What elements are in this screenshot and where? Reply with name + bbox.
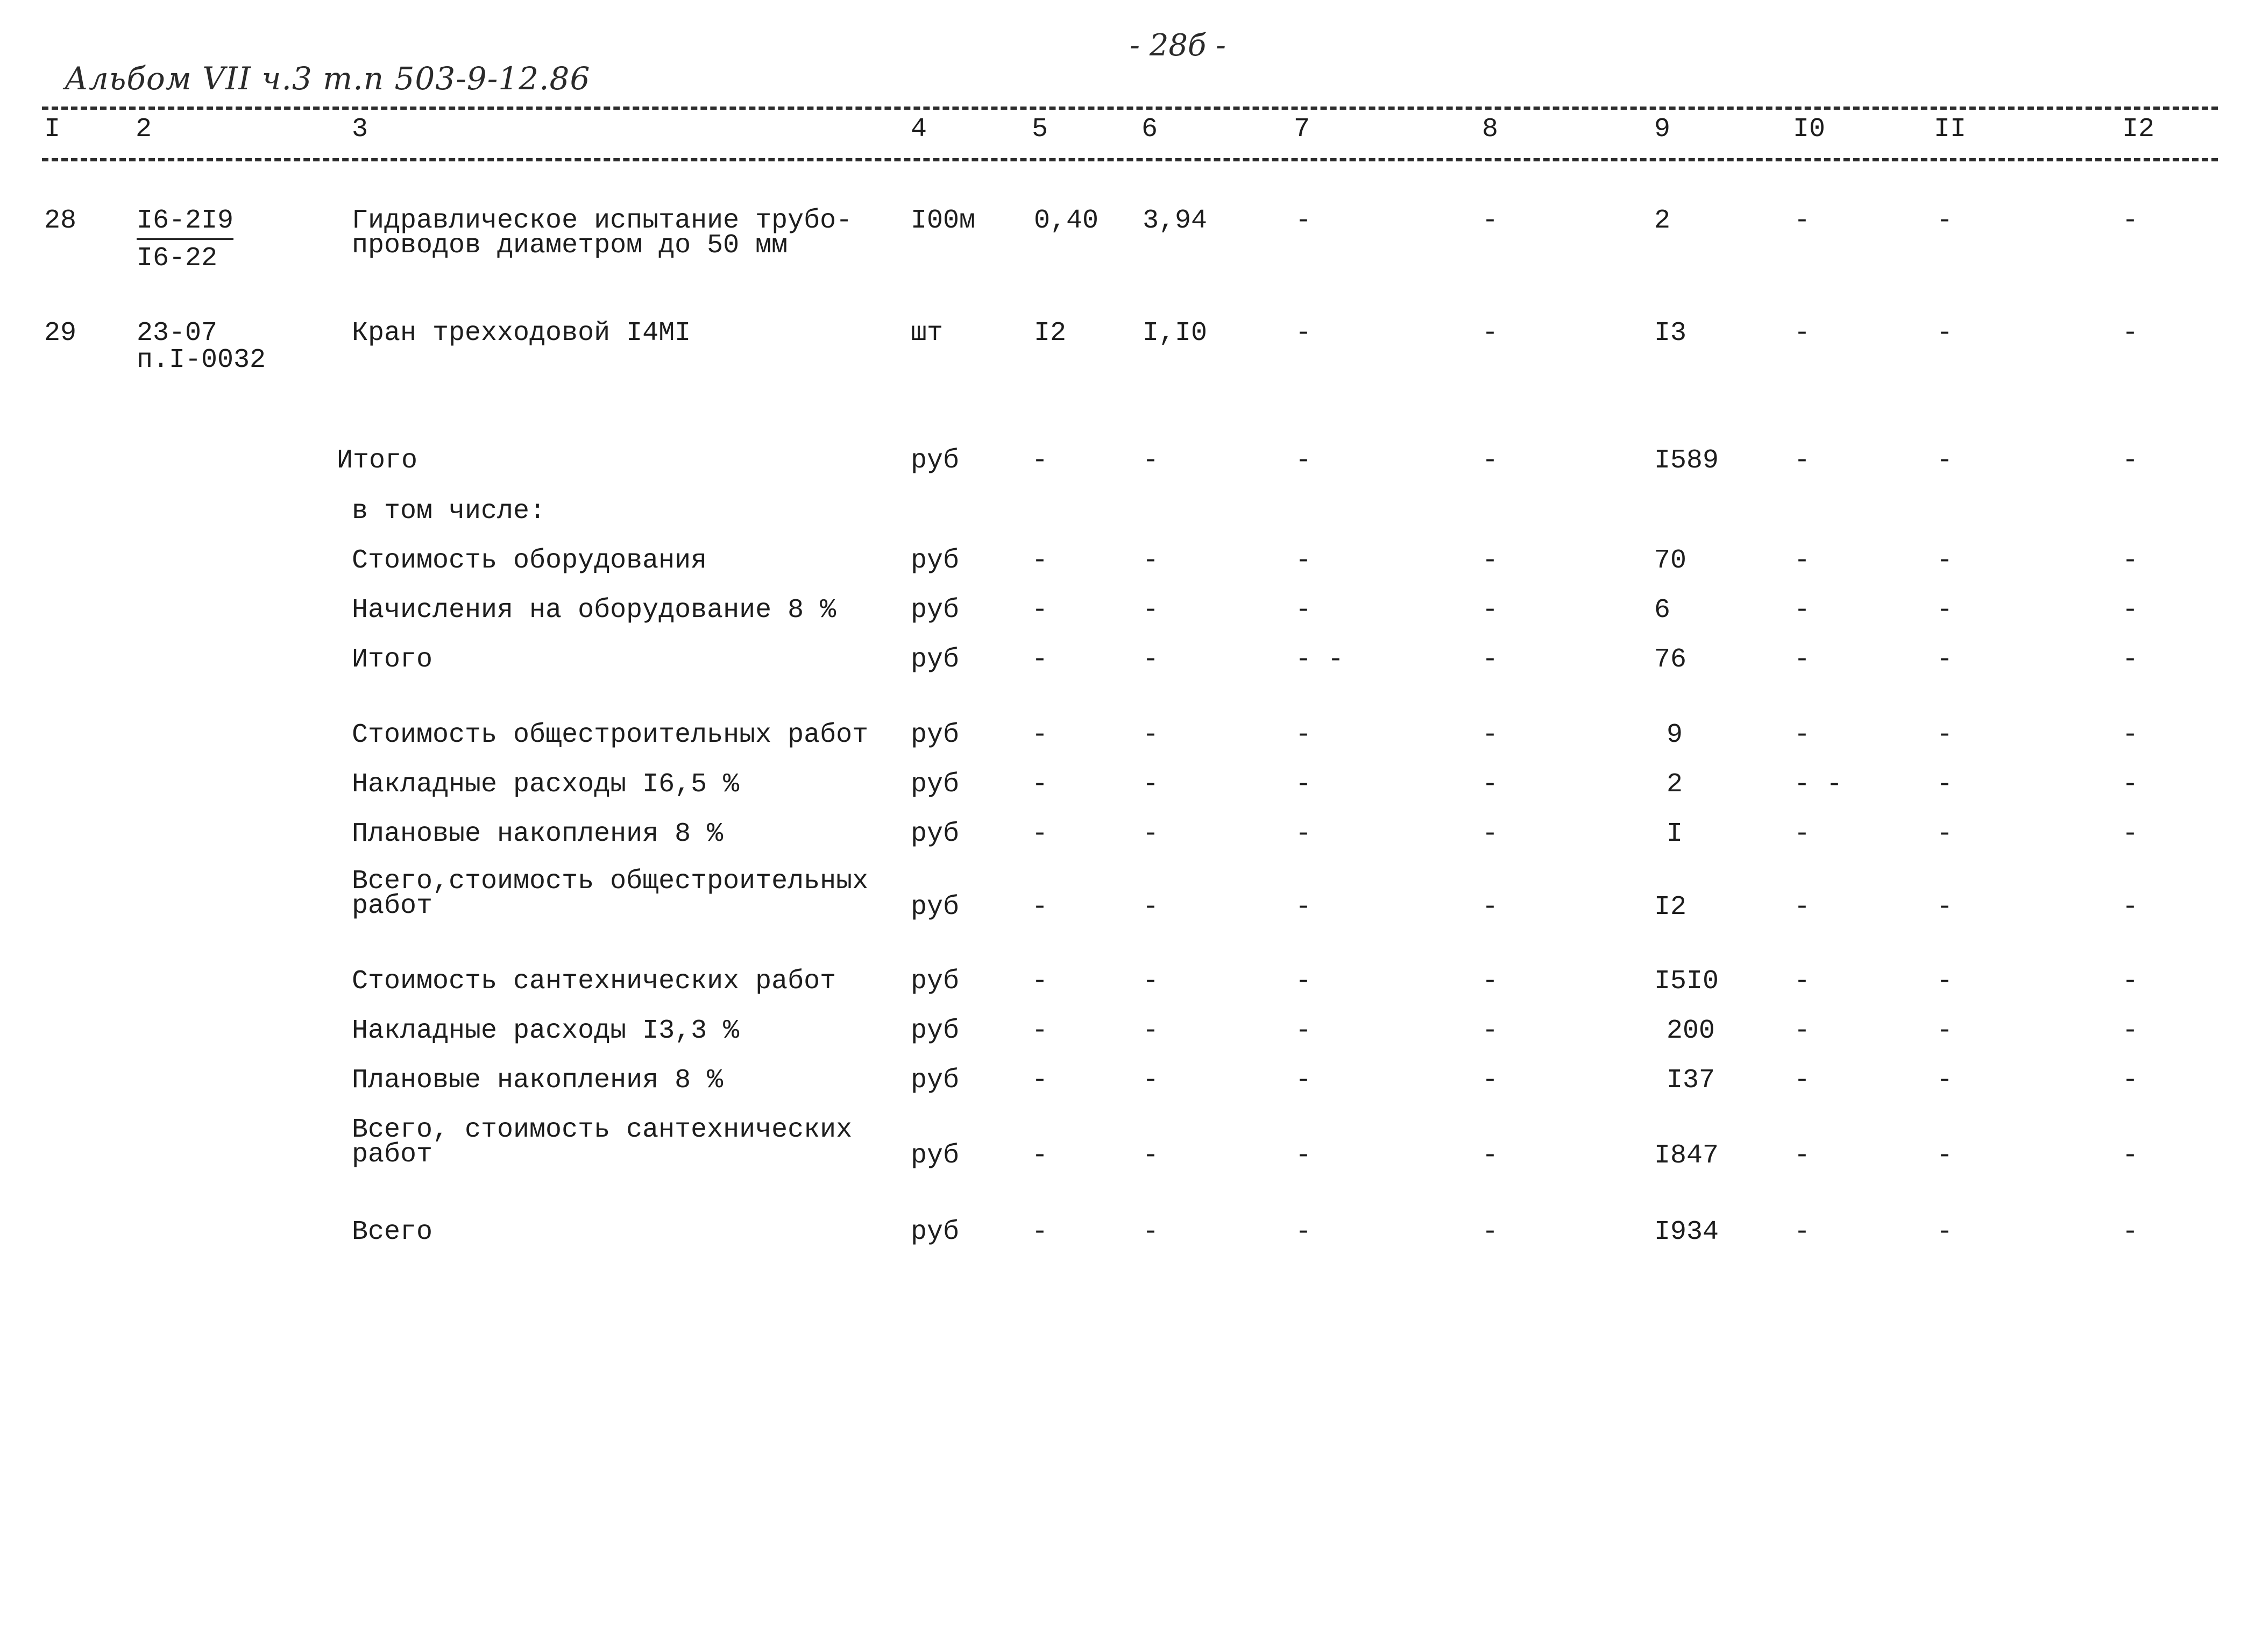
col7-value: -: [1295, 445, 1312, 476]
col10-value: -: [1794, 1016, 1811, 1046]
summary-label: Плановые накопления 8 %: [352, 819, 724, 849]
norm-code-bottom: I6-22: [137, 243, 218, 274]
col10-value: -: [1794, 644, 1811, 675]
unit: руб: [911, 1065, 960, 1096]
col12-value: -: [2122, 595, 2139, 626]
total-cost: 6: [1654, 595, 1671, 626]
col8-value: -: [1482, 644, 1499, 675]
column-header-11: II: [1934, 114, 1967, 145]
total-cost: I3: [1654, 318, 1687, 349]
summary-subheading: в том числе:: [352, 496, 546, 527]
col5-value: -: [1032, 445, 1048, 476]
summary-label: Начисления на оборудование 8 %: [352, 595, 836, 626]
col5-value: -: [1032, 892, 1048, 923]
col12-value: -: [2122, 819, 2139, 849]
col8-value: -: [1482, 1140, 1499, 1171]
col5-value: -: [1032, 966, 1048, 997]
col8-value: -: [1482, 1065, 1499, 1096]
summary-label: Итого: [352, 644, 433, 675]
col8-value: -: [1482, 966, 1499, 997]
row-number: 28: [44, 205, 77, 236]
col6-value: -: [1143, 819, 1159, 849]
col8-value: -: [1482, 595, 1499, 626]
col12-value: -: [2122, 1065, 2139, 1096]
col12-value: -: [2122, 1016, 2139, 1046]
col6-value: -: [1143, 595, 1159, 626]
col7-value: -: [1295, 769, 1312, 800]
col11-value: -: [1937, 595, 1953, 626]
norm-code-bottom: п.I-0032: [137, 345, 266, 375]
col10-value: - -: [1794, 769, 1843, 800]
col5-value: -: [1032, 769, 1048, 800]
col7-value: -: [1295, 318, 1312, 349]
col8-value: -: [1482, 720, 1499, 750]
unit: шт: [911, 318, 944, 349]
col6-value: -: [1143, 445, 1159, 476]
column-header-8: 8: [1482, 114, 1499, 145]
col7-value: -: [1295, 966, 1312, 997]
album-reference-note: Альбом VII ч.3 т.п 503-9-12.86: [65, 60, 591, 97]
column-header-9: 9: [1654, 114, 1671, 145]
col8-value: -: [1482, 819, 1499, 849]
column-header-1: I: [44, 114, 61, 145]
col6-value: -: [1143, 1217, 1159, 1247]
col7-value: -: [1295, 892, 1312, 923]
col11-value: -: [1937, 1217, 1953, 1247]
unit: руб: [911, 644, 960, 675]
col12-value: -: [2122, 720, 2139, 750]
total-cost: I5I0: [1654, 966, 1719, 997]
col11-value: -: [1937, 545, 1953, 576]
total-cost: I2: [1654, 892, 1687, 923]
column-header-4: 4: [911, 114, 927, 145]
header-bottom-rule: [42, 158, 2218, 161]
summary-label: Стоимость оборудования: [352, 545, 707, 576]
column-header-2: 2: [136, 114, 152, 145]
col10-value: -: [1794, 892, 1811, 923]
summary-label: Плановые накопления 8 %: [352, 1065, 724, 1096]
col11-value: -: [1937, 1016, 1953, 1046]
col12-value: -: [2122, 769, 2139, 800]
col5-value: -: [1032, 819, 1048, 849]
col11-value: -: [1937, 318, 1953, 349]
col7-value: -: [1295, 545, 1312, 576]
col8-value: -: [1482, 892, 1499, 923]
col11-value: -: [1937, 644, 1953, 675]
column-header-5: 5: [1032, 114, 1048, 145]
column-header-7: 7: [1294, 114, 1310, 145]
quantity: 0,40: [1034, 205, 1099, 236]
summary-label: Накладные расходы I3,3 %: [352, 1016, 740, 1046]
norm-code-top: I6-2I9: [137, 208, 233, 240]
summary-label: Стоимость сантехнических работ: [352, 966, 836, 997]
total-cost: 2: [1654, 205, 1671, 236]
col11-value: -: [1937, 892, 1953, 923]
col10-value: -: [1794, 1217, 1811, 1247]
col5-value: -: [1032, 1217, 1048, 1247]
col10-value: -: [1794, 318, 1811, 349]
col8-value: -: [1482, 769, 1499, 800]
col5-value: -: [1032, 1016, 1048, 1046]
col11-value: -: [1937, 1065, 1953, 1096]
unit-cost: 3,94: [1143, 205, 1208, 236]
total-cost: 76: [1654, 644, 1687, 675]
page-number: - 28б -: [1130, 28, 1226, 63]
unit: руб: [911, 1217, 960, 1247]
total-cost: 9: [1667, 720, 1683, 750]
col6-value: -: [1143, 769, 1159, 800]
column-header-12: I2: [2122, 114, 2155, 145]
col5-value: -: [1032, 1140, 1048, 1171]
col7-value: -: [1295, 819, 1312, 849]
col6-value: -: [1143, 1016, 1159, 1046]
col10-value: -: [1794, 966, 1811, 997]
column-header-3: 3: [352, 114, 368, 145]
col12-value: -: [2122, 445, 2139, 476]
unit: руб: [911, 595, 960, 626]
col6-value: -: [1143, 966, 1159, 997]
col7-value: -: [1295, 595, 1312, 626]
col12-value: -: [2122, 205, 2139, 236]
col6-value: -: [1143, 720, 1159, 750]
total-cost: I37: [1667, 1065, 1715, 1096]
col5-value: -: [1032, 720, 1048, 750]
col11-value: -: [1937, 720, 1953, 750]
item-description: Кран трехходовой I4MI: [352, 318, 691, 349]
col7-value: -: [1295, 720, 1312, 750]
total-cost: I: [1667, 819, 1683, 849]
row-number: 29: [44, 318, 77, 349]
col12-value: -: [2122, 892, 2139, 923]
item-description-cont: проводов диаметром до 50 мм: [352, 230, 788, 261]
col11-value: -: [1937, 819, 1953, 849]
col12-value: -: [2122, 966, 2139, 997]
summary-label-cont: работ: [352, 891, 433, 921]
col7-value: -: [1295, 1016, 1312, 1046]
col11-value: -: [1937, 769, 1953, 800]
summary-label: Накладные расходы I6,5 %: [352, 769, 740, 800]
quantity: I2: [1034, 318, 1067, 349]
summary-label: Всего,стоимость общестроительных: [352, 866, 869, 897]
col6-value: -: [1143, 545, 1159, 576]
col7-value: - -: [1295, 644, 1344, 675]
unit: руб: [911, 1140, 960, 1171]
unit: руб: [911, 819, 960, 849]
col7-value: -: [1295, 1065, 1312, 1096]
unit: руб: [911, 1016, 960, 1046]
col8-value: -: [1482, 445, 1499, 476]
col5-value: -: [1032, 595, 1048, 626]
col8-value: -: [1482, 318, 1499, 349]
col10-value: -: [1794, 1140, 1811, 1171]
col8-value: -: [1482, 1016, 1499, 1046]
col10-value: -: [1794, 1065, 1811, 1096]
col12-value: -: [2122, 1140, 2139, 1171]
unit: руб: [911, 892, 960, 923]
col8-value: -: [1482, 545, 1499, 576]
total-cost: 70: [1654, 545, 1687, 576]
col12-value: -: [2122, 1217, 2139, 1247]
column-header-6: 6: [1141, 114, 1158, 145]
col6-value: -: [1143, 1140, 1159, 1171]
col5-value: -: [1032, 644, 1048, 675]
col10-value: -: [1794, 595, 1811, 626]
col6-value: -: [1143, 1065, 1159, 1096]
col5-value: -: [1032, 1065, 1048, 1096]
col8-value: -: [1482, 205, 1499, 236]
total-cost: I589: [1654, 445, 1719, 476]
col6-value: -: [1143, 892, 1159, 923]
total-cost: 200: [1667, 1016, 1715, 1046]
col11-value: -: [1937, 966, 1953, 997]
item-description: Гидравлическое испытание трубо-: [352, 205, 853, 236]
unit-cost: I,I0: [1143, 318, 1208, 349]
unit: руб: [911, 966, 960, 997]
col6-value: -: [1143, 644, 1159, 675]
header-top-rule: [42, 107, 2218, 110]
unit: I00м: [911, 205, 976, 236]
col7-value: -: [1295, 1140, 1312, 1171]
unit: руб: [911, 720, 960, 750]
summary-label: Всего: [352, 1217, 433, 1247]
summary-label: Стоимость общестроительных работ: [352, 720, 869, 750]
unit: руб: [911, 445, 960, 476]
col5-value: -: [1032, 545, 1048, 576]
summary-label: Итого: [337, 445, 418, 476]
col8-value: -: [1482, 1217, 1499, 1247]
total-cost: 2: [1667, 769, 1683, 800]
total-cost: I934: [1654, 1217, 1719, 1247]
col12-value: -: [2122, 644, 2139, 675]
summary-label: Всего, стоимость сантехнических: [352, 1115, 853, 1145]
summary-label-cont: работ: [352, 1139, 433, 1170]
col7-value: -: [1295, 205, 1312, 236]
col10-value: -: [1794, 205, 1811, 236]
col11-value: -: [1937, 205, 1953, 236]
col10-value: -: [1794, 545, 1811, 576]
unit: руб: [911, 769, 960, 800]
unit: руб: [911, 545, 960, 576]
norm-code-top: 23-07: [137, 318, 218, 349]
col7-value: -: [1295, 1217, 1312, 1247]
col11-value: -: [1937, 445, 1953, 476]
col12-value: -: [2122, 545, 2139, 576]
column-header-10: I0: [1793, 114, 1826, 145]
col10-value: -: [1794, 720, 1811, 750]
col12-value: -: [2122, 318, 2139, 349]
total-cost: I847: [1654, 1140, 1719, 1171]
col11-value: -: [1937, 1140, 1953, 1171]
col10-value: -: [1794, 819, 1811, 849]
col10-value: -: [1794, 445, 1811, 476]
